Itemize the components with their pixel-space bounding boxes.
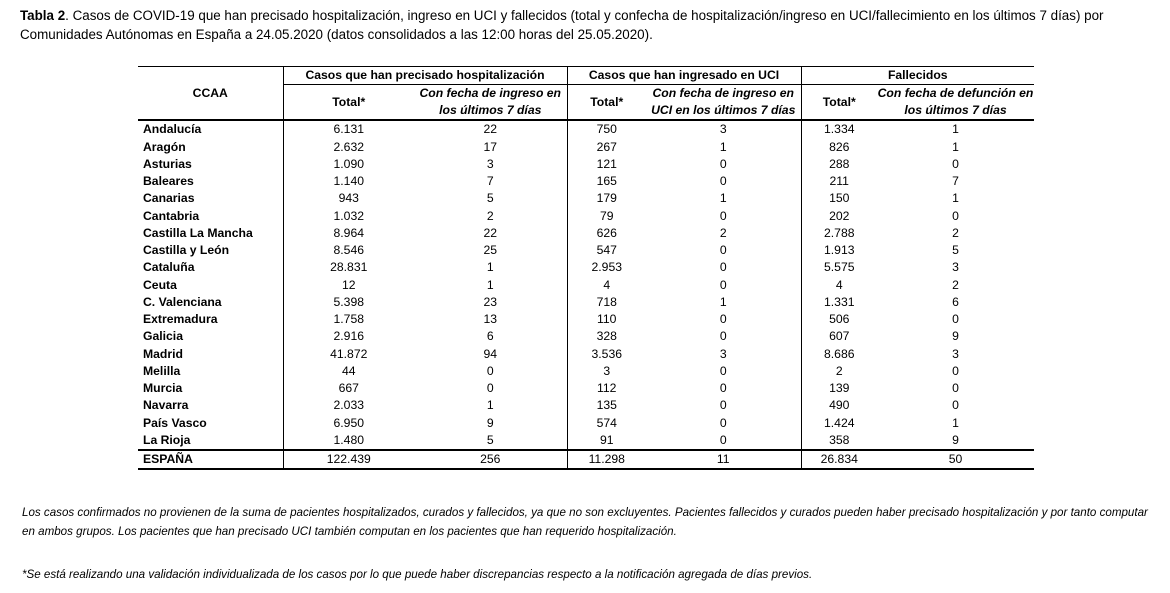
cell-value: 490 xyxy=(801,397,877,414)
cell-value: 94 xyxy=(483,346,498,361)
cell-region: Melilla xyxy=(143,363,181,378)
table-row xyxy=(138,120,1034,138)
cell-value: 110 xyxy=(567,311,646,328)
cell-value: 41.872 xyxy=(283,346,414,363)
cell-value: 2 xyxy=(719,225,727,240)
cell-region: Canarias xyxy=(143,191,195,206)
cell-value: 2.916 xyxy=(283,328,414,345)
cell-value: 667 xyxy=(283,380,414,397)
cell-value: 288 xyxy=(801,156,877,173)
table-row xyxy=(138,380,1034,397)
table-body xyxy=(138,120,1034,469)
cell-value: 0 xyxy=(719,363,727,378)
cell-value: 256 xyxy=(414,450,567,469)
table-row xyxy=(138,328,1034,345)
cell-value: 8.686 xyxy=(801,346,877,363)
cell-value: 1.424 xyxy=(801,415,877,432)
header-group-fallecidos: Fallecidos xyxy=(801,67,1034,85)
table-row xyxy=(138,294,1034,311)
cell-value: 943 xyxy=(283,190,414,207)
cell-value: 0 xyxy=(952,363,959,378)
footnote-casos: Los casos confirmados no provienen de la suma de pacientes hospitalizados, curados y fallecidos, ya que no son excluyentes. Pacientes fallecidos y curados pueden haber precisado hospitalización y por tanto computar en ambos grupos. Los pacientes que han precisado UCI también computan en los pacientes que han requerido hospitalización. xyxy=(22,506,1148,538)
cell-region: Cataluña xyxy=(143,260,195,275)
header-group-hospitalizacion: Casos que han precisado hospitalización xyxy=(283,67,567,85)
table-row xyxy=(138,190,1034,207)
cell-value: 1.331 xyxy=(801,294,877,311)
table-total-row xyxy=(138,450,1034,469)
cell-value: 1 xyxy=(486,398,494,413)
cell-value: 718 xyxy=(567,294,646,311)
cell-value: 9 xyxy=(952,432,959,447)
cell-value: 5.398 xyxy=(283,294,414,311)
table-row xyxy=(138,208,1034,225)
cell-value: 1.090 xyxy=(283,156,414,173)
cell-value: 211 xyxy=(801,173,877,190)
caption-text: . Casos de COVID-19 que han precisado hospitalización, ingreso en UCI y fallecidos (total y confecha de hospitalización/ingreso en UCI/fallecimiento en los últimos 7 días) por Comunidades Autónomas en España a 24.05.2020 (datos consolidados a las 12:00 horas del 25.05.2020). xyxy=(20,8,1104,42)
cell-value: 25 xyxy=(483,243,498,258)
cell-value: 112 xyxy=(567,380,646,397)
cell-value: 750 xyxy=(567,120,646,138)
cell-value: 9 xyxy=(952,329,959,344)
cell-value: 26.834 xyxy=(801,450,877,469)
table-row xyxy=(138,139,1034,156)
table-row xyxy=(138,346,1034,363)
table-row xyxy=(138,415,1034,432)
cell-value: 4 xyxy=(567,277,646,294)
cell-region: C. Valenciana xyxy=(143,294,222,309)
cell-value: 7 xyxy=(486,174,494,189)
cell-value: 826 xyxy=(801,139,877,156)
cell-value: 44 xyxy=(283,363,414,380)
cell-value: 3 xyxy=(486,156,494,171)
cell-region: Extremadura xyxy=(143,312,218,327)
cell-region: Ceuta xyxy=(143,277,177,292)
cell-value: 1 xyxy=(719,191,727,206)
covid-hospitalization-table xyxy=(138,66,1034,470)
cell-value: 0 xyxy=(719,432,727,447)
table-row xyxy=(138,242,1034,259)
cell-value: 9 xyxy=(486,415,494,430)
cell-value: 574 xyxy=(567,415,646,432)
cell-value: 0 xyxy=(719,381,727,396)
table-row xyxy=(138,311,1034,328)
cell-region: Castilla y León xyxy=(143,243,230,258)
cell-value: 547 xyxy=(567,242,646,259)
header-hosp-total: Total* xyxy=(283,85,414,121)
cell-value: 150 xyxy=(801,190,877,207)
table-row xyxy=(138,156,1034,173)
cell-value: 1.913 xyxy=(801,242,877,259)
cell-value: 79 xyxy=(567,208,646,225)
cell-value: 7 xyxy=(952,174,959,189)
cell-value: 6.950 xyxy=(283,415,414,432)
cell-value: 202 xyxy=(801,208,877,225)
cell-value: 1.334 xyxy=(801,120,877,138)
table-row xyxy=(138,363,1034,380)
cell-value: 11 xyxy=(646,450,801,469)
table-row xyxy=(138,277,1034,294)
table-row xyxy=(138,397,1034,414)
cell-value: 5 xyxy=(952,243,959,258)
cell-value: 0 xyxy=(486,363,494,378)
cell-region: Galicia xyxy=(143,329,183,344)
cell-value: 11.298 xyxy=(567,450,646,469)
cell-value: 328 xyxy=(567,328,646,345)
cell-value: 6 xyxy=(952,294,959,309)
cell-value: 2.033 xyxy=(283,397,414,414)
cell-value: 1 xyxy=(952,122,959,137)
cell-value: 17 xyxy=(483,139,498,154)
cell-value: 8.964 xyxy=(283,225,414,242)
cell-value: 5 xyxy=(486,432,494,447)
cell-value: 0 xyxy=(719,277,727,292)
cell-value: 2 xyxy=(486,208,494,223)
cell-value: 2 xyxy=(952,225,959,240)
header-uci-7dias: Con fecha de ingreso en UCI en los últimos 7 días xyxy=(646,85,801,121)
cell-value: 3.536 xyxy=(567,346,646,363)
cell-value: 0 xyxy=(952,398,959,413)
table-row xyxy=(138,173,1034,190)
table-row xyxy=(138,225,1034,242)
cell-value: 1.140 xyxy=(283,173,414,190)
cell-value: 135 xyxy=(567,397,646,414)
cell-value: 0 xyxy=(719,243,727,258)
cell-value: 0 xyxy=(952,312,959,327)
cell-value: 13 xyxy=(483,312,498,327)
cell-region: La Rioja xyxy=(143,432,191,447)
cell-region: Castilla La Mancha xyxy=(143,225,253,240)
cell-value: 1 xyxy=(486,260,494,275)
cell-value: 3 xyxy=(719,122,727,137)
cell-value: 3 xyxy=(719,346,727,361)
cell-value: 1.032 xyxy=(283,208,414,225)
header-fall-7dias: Con fecha de defunción en los últimos 7 días xyxy=(877,85,1034,121)
cell-value: 2.632 xyxy=(283,139,414,156)
cell-value: 358 xyxy=(801,432,877,450)
cell-value: 0 xyxy=(719,312,727,327)
table-row xyxy=(138,432,1034,450)
cell-value: 2.788 xyxy=(801,225,877,242)
cell-value: 28.831 xyxy=(283,259,414,276)
header-uci-total: Total* xyxy=(567,85,646,121)
cell-value: 2 xyxy=(952,277,959,292)
cell-value: 3 xyxy=(952,346,959,361)
cell-value: 12 xyxy=(283,277,414,294)
cell-value: 1.480 xyxy=(283,432,414,450)
cell-value: 5.575 xyxy=(801,259,877,276)
cell-value: 50 xyxy=(877,450,1034,469)
cell-value: 0 xyxy=(719,156,727,171)
cell-value: 626 xyxy=(567,225,646,242)
cell-value: 4 xyxy=(801,277,877,294)
cell-value: 0 xyxy=(719,174,727,189)
cell-value: 267 xyxy=(567,139,646,156)
caption-label: Tabla 2 xyxy=(20,8,66,23)
cell-value: 6 xyxy=(486,329,494,344)
table-caption xyxy=(20,6,1155,44)
cell-value: 0 xyxy=(719,329,727,344)
header-ccaa: CCAA xyxy=(138,67,283,121)
cell-value: 0 xyxy=(719,208,727,223)
cell-value: 0 xyxy=(719,260,727,275)
cell-region: Cantabria xyxy=(143,208,200,223)
cell-region: ESPAÑA xyxy=(138,450,283,469)
cell-value: 6.131 xyxy=(283,120,414,138)
cell-value: 22 xyxy=(483,225,498,240)
cell-value: 3 xyxy=(567,363,646,380)
cell-value: 1 xyxy=(952,191,959,206)
cell-value: 0 xyxy=(952,156,959,171)
cell-value: 2.953 xyxy=(567,259,646,276)
cell-value: 8.546 xyxy=(283,242,414,259)
cell-value: 91 xyxy=(567,432,646,450)
cell-value: 1.758 xyxy=(283,311,414,328)
cell-value: 0 xyxy=(486,381,494,396)
cell-region: Aragón xyxy=(143,139,186,154)
cell-value: 0 xyxy=(719,415,727,430)
cell-region: Baleares xyxy=(143,174,194,189)
cell-value: 1 xyxy=(719,294,727,309)
footnote-validacion: *Se está realizando una validación individualizada de los casos por lo que puede haber discrepancias respecto a la notificación agregada de días previos. xyxy=(22,568,813,581)
cell-value: 506 xyxy=(801,311,877,328)
cell-region: Asturias xyxy=(143,156,192,171)
header-fall-total: Total* xyxy=(801,85,877,121)
cell-value: 1 xyxy=(952,415,959,430)
cell-value: 165 xyxy=(567,173,646,190)
cell-value: 1 xyxy=(719,139,727,154)
cell-region: Navarra xyxy=(143,398,189,413)
header-group-uci: Casos que han ingresado en UCI xyxy=(567,67,801,85)
cell-value: 0 xyxy=(952,208,959,223)
cell-value: 607 xyxy=(801,328,877,345)
cell-value: 23 xyxy=(483,294,498,309)
cell-value: 2 xyxy=(801,363,877,380)
cell-value: 22 xyxy=(483,122,498,137)
cell-value: 139 xyxy=(801,380,877,397)
cell-value: 0 xyxy=(952,381,959,396)
cell-value: 0 xyxy=(719,398,727,413)
cell-value: 122.439 xyxy=(283,450,414,469)
cell-value: 3 xyxy=(952,260,959,275)
cell-region: País Vasco xyxy=(143,415,207,430)
cell-value: 1 xyxy=(486,277,494,292)
cell-value: 1 xyxy=(952,139,959,154)
cell-value: 121 xyxy=(567,156,646,173)
table-row xyxy=(138,259,1034,276)
cell-region: Madrid xyxy=(143,346,183,361)
cell-value: 179 xyxy=(567,190,646,207)
cell-region: Murcia xyxy=(143,381,183,396)
cell-region: Andalucía xyxy=(143,122,202,137)
cell-value: 5 xyxy=(486,191,494,206)
header-hosp-7dias: Con fecha de ingreso en los últimos 7 días xyxy=(414,85,567,121)
